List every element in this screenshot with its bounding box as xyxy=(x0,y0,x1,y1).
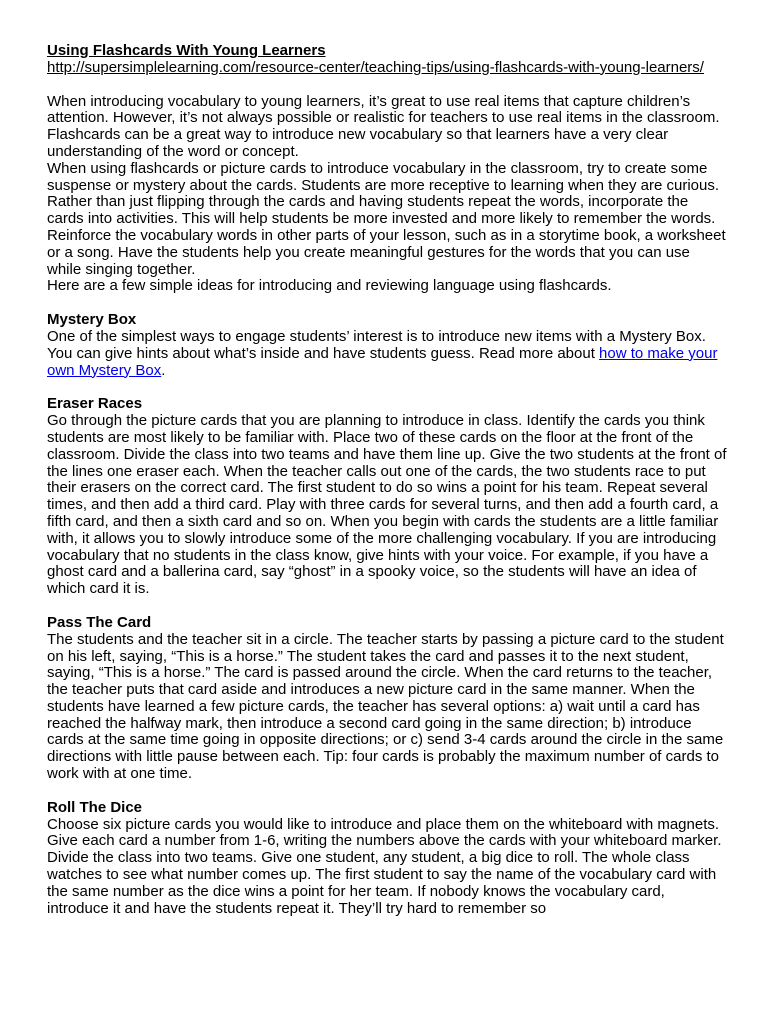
section-heading-pass-the-card: Pass The Card xyxy=(47,613,152,631)
intro-paragraph-3: Reinforce the vocabulary words in other parts of your lesson, such as in a storytime book, a worksheet or a song. Have the students help you create meaningful gestures for the words that you can use while singing together. xyxy=(47,226,726,278)
mystery-box-paragraph xyxy=(47,329,727,379)
mystery-box-link[interactable]: how to make your own Mystery Box xyxy=(47,344,718,379)
intro-paragraph-4: Here are a few simple ideas for introducing and reviewing language using flashcards. xyxy=(47,277,612,295)
roll-the-dice-paragraph: Choose six picture cards you would like to introduce and place them on the whiteboard with magnets. Give each card a number from 1-6, writing the numbers above the cards with your whiteboard marker. Divide the class into two teams. Give one student, any student, a big dice to roll. The whole class watches to see what number comes up. The first student to say the name of the vocabulary card with the same number as the dice wins a point for her team. If nobody knows the vocabulary card, introduce it and have the students repeat it. They’ll try hard to remember so xyxy=(47,815,722,917)
intro-paragraph-1: When introducing vocabulary to young learners, it’s great to use real items that capture children’s attention. However, it’s not always possible or realistic for teachers to use real items in the classroom. Flashcards can be a great way to introduce new vocabulary so that learners have a very clear understanding of the word or concept. xyxy=(47,92,720,160)
section-heading-mystery-box: Mystery Box xyxy=(47,311,137,329)
document-page xyxy=(47,43,727,917)
mystery-box-text: One of the simplest ways to engage students’ interest is to introduce new items with a Mystery Box. You can give hints about what’s inside and have students guess. Read more about xyxy=(47,327,706,362)
eraser-races-paragraph: Go through the picture cards that you are planning to introduce in class. Identify the cards you think students are most likely to be familiar with. Place two of these cards on the floor at the front of the classroom. Divide the class into two teams and have them line up. Give the two students at the front of the lines one eraser each. When the teacher calls out one of the cards, the two students race to put their erasers on the correct card. The first student to do so wins a point for his team. Repeat several times, and then add a third card. Play with three cards for several turns, and then add a fourth card, a fifth card, and then a sixth card and so on. When you begin with cards the students are a little familiar with, it allows you to slowly introduce some of the more challenging vocabulary. If you are introducing vocabulary that no students in the class know, give hints with your voice. For example, if you have a ghost card and a ballerina card, say “ghost” in a spooky voice, so the students will have an idea of which card it is. xyxy=(47,412,727,598)
section-heading-roll-the-dice: Roll The Dice xyxy=(47,798,143,816)
section-heading-eraser-races: Eraser Races xyxy=(47,395,143,413)
document-title: Using Flashcards With Young Learners xyxy=(47,42,326,59)
source-url-link[interactable]: http://supersimplelearning.com/resource-center/teaching-tips/using-flashcards-with-young-learners/ xyxy=(47,58,704,76)
mystery-box-text-end: . xyxy=(161,361,166,379)
intro-paragraph-2: When using flashcards or picture cards to introduce vocabulary in the classroom, try to create some suspense or mystery about the cards. Students are more receptive to learning when they are curious. Rather than just flipping through the cards and having students repeat the words, incorporate the cards into activities. This will help students be more invested and more likely to remember the words. xyxy=(47,159,720,228)
pass-the-card-paragraph: The students and the teacher sit in a circle. The teacher starts by passing a picture card to the student on his left, saying, “This is a horse.” The student takes the card and passes it to the next student, saying, “This is a horse.” The card is passed around the circle. When the card returns to the teacher, the teacher puts that card aside and introduces a new picture card in the same manner. When the students have learned a few picture cards, the teacher has several options: a) wait until a card has reached the halfway mark, then introduce a second card going in the same direction; b) introduce cards at the same time going in opposite directions; or c) send 3-4 cards around the circle in the same directions with little pause between each. Tip: four cards is probably the maximum number of cards to work with at one time. xyxy=(47,630,724,783)
